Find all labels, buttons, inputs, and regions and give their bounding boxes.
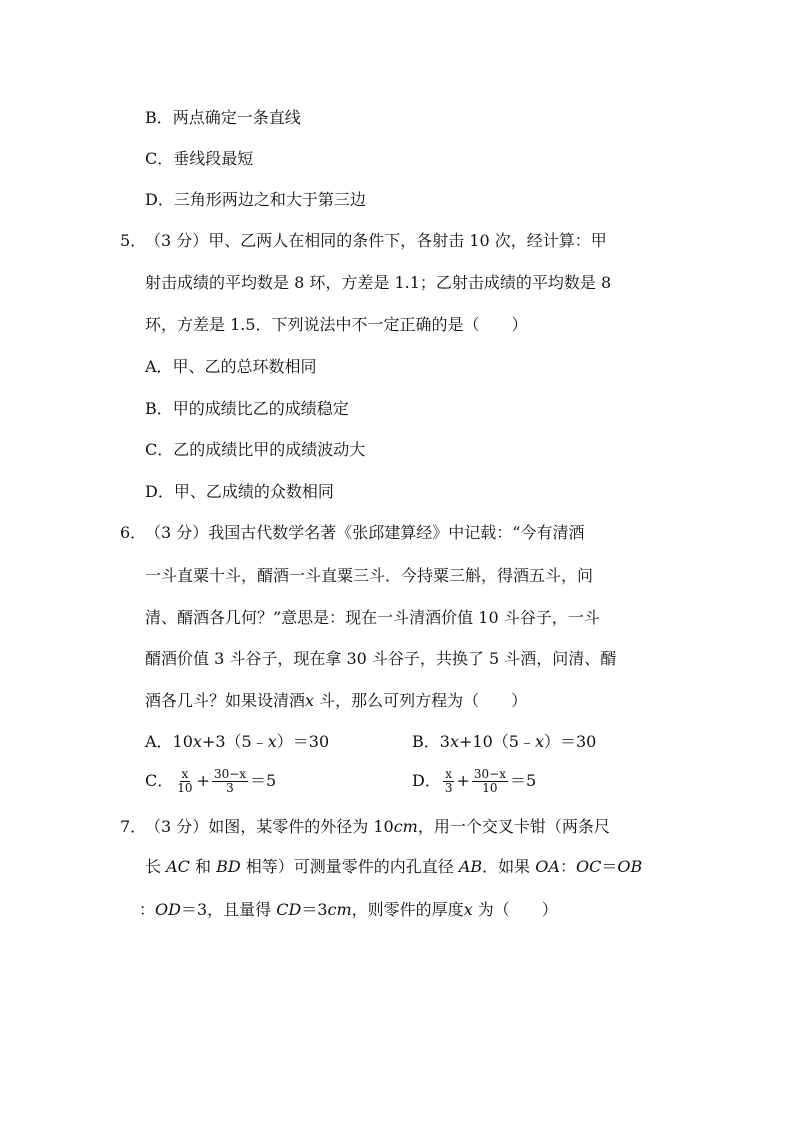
q5-option-c: C．乙的成绩比甲的成绩波动大 — [145, 440, 366, 459]
segment-label: AC — [166, 857, 190, 876]
option-text: ＝5 — [509, 771, 537, 790]
q7-text: 长 — [145, 857, 167, 876]
plus-sign: + — [196, 771, 210, 790]
q7-text: 相等）可测量零件的内孔直径 — [240, 857, 459, 876]
option-text: +3（5﹣ — [201, 732, 268, 751]
option-text: ）＝30 — [543, 732, 597, 751]
q6-stem-line-1: （3 分）我国古代数学名著《张邱建算经》中记载：“今有清酒 — [145, 523, 585, 542]
q7-text: ＝ — [601, 857, 618, 876]
q4-option-b: B．两点确定一条直线 — [145, 108, 301, 127]
q6-option-a — [145, 732, 329, 752]
q6-number: 6． — [120, 523, 147, 542]
option-text: B．3 — [412, 732, 450, 751]
variable-x: x — [463, 900, 473, 919]
plus-sign: + — [456, 771, 470, 790]
variable-x: x — [534, 732, 544, 751]
q7-text: ，用一个交叉卡钳（两条尺 — [417, 817, 610, 836]
segment-label: CD — [276, 900, 302, 919]
q7-text: ： — [139, 900, 156, 919]
segment-label: BD — [216, 857, 241, 876]
variable-x: x — [192, 732, 202, 751]
unit: cm — [327, 900, 352, 919]
q6-variable: x — [305, 691, 315, 710]
q5-stem-line-3: 环，方差是 1.5．下列说法中不一定正确的是（ ） — [145, 315, 528, 334]
numerator: x — [181, 767, 189, 781]
q5-option-a: A．甲、乙的总环数相同 — [145, 357, 317, 376]
segment-label: OA — [535, 857, 560, 876]
q7-text: ．如果 — [482, 857, 536, 876]
q5-stem-line-2: 射击成绩的平均数是 8 环，方差是 1.1；乙射击成绩的平均数是 8 — [145, 273, 612, 292]
fraction — [472, 768, 508, 795]
q6-option-c — [145, 766, 276, 796]
q6-stem-line-2: 一斗直粟十斗，醑酒一斗直粟三斗．今持粟三斛，得酒五斗，问 — [145, 566, 594, 585]
q7-text: 和 — [189, 857, 217, 876]
q7-text: 为（ ） — [472, 900, 558, 919]
q4-option-c: C．垂线段最短 — [145, 149, 254, 168]
option-text: D． — [412, 771, 441, 790]
segment-label: OC — [575, 857, 602, 876]
q7-stem-line-3 — [139, 900, 558, 920]
variable-x: x — [267, 732, 277, 751]
q7-stem-line-1 — [145, 817, 610, 837]
numerator: x — [445, 767, 453, 781]
denominator: 3 — [226, 781, 234, 795]
q7-stem-line-2 — [145, 857, 642, 877]
q5-number: 5． — [120, 231, 147, 250]
numerator: 30−x — [473, 767, 506, 781]
q6-option-b — [412, 732, 596, 752]
q6-stem-line-4: 醑酒价值 3 斗谷子，现在拿 30 斗谷子，共换了 5 斗酒，问清、醑 — [145, 649, 617, 668]
q5-stem-line-1: （3 分）甲、乙两人在相同的条件下，各射击 10 次，经计算：甲 — [145, 231, 607, 250]
segment-label: AB — [458, 857, 483, 876]
fraction — [443, 768, 455, 795]
q7-number: 7． — [120, 817, 147, 836]
option-text: ＝5 — [250, 771, 277, 790]
q7-text: ，则零件的厚度 — [351, 900, 464, 919]
q6-text: 酒各几斗？如果设清酒 — [145, 691, 306, 710]
q7-text: ： — [559, 857, 576, 876]
numerator: 30−x — [213, 767, 247, 781]
q6-stem-line-3: 清、醑酒各几何？”意思是：现在一斗清酒价值 10 斗谷子，一斗 — [145, 608, 600, 627]
q4-option-d: D．三角形两边之和大于第三边 — [145, 190, 366, 209]
segment-label: OD — [155, 900, 181, 919]
q7-text: ＝3，且量得 — [180, 900, 277, 919]
denominator: 10 — [177, 781, 193, 795]
option-text: A．10 — [145, 732, 193, 751]
q7-text: （3 分）如图，某零件的外径为 10 — [145, 817, 394, 836]
unit: cm — [393, 817, 418, 836]
q5-option-b: B．甲的成绩比乙的成绩稳定 — [145, 399, 349, 418]
option-text: C． — [145, 771, 174, 790]
q6-option-d — [412, 766, 536, 796]
q6-stem-line-5 — [145, 691, 527, 711]
denominator: 3 — [444, 781, 453, 795]
option-text: ）＝30 — [276, 732, 330, 751]
option-text: +10（5﹣ — [458, 732, 535, 751]
q7-text: ＝3 — [301, 900, 328, 919]
q6-text: 斗，那么可列方程为（ ） — [314, 691, 528, 710]
segment-label: OB — [617, 857, 643, 876]
variable-x: x — [449, 732, 459, 751]
fraction — [212, 768, 248, 795]
fraction — [175, 768, 194, 795]
q5-option-d: D．甲、乙成绩的众数相同 — [145, 482, 334, 501]
denominator: 10 — [482, 781, 498, 795]
